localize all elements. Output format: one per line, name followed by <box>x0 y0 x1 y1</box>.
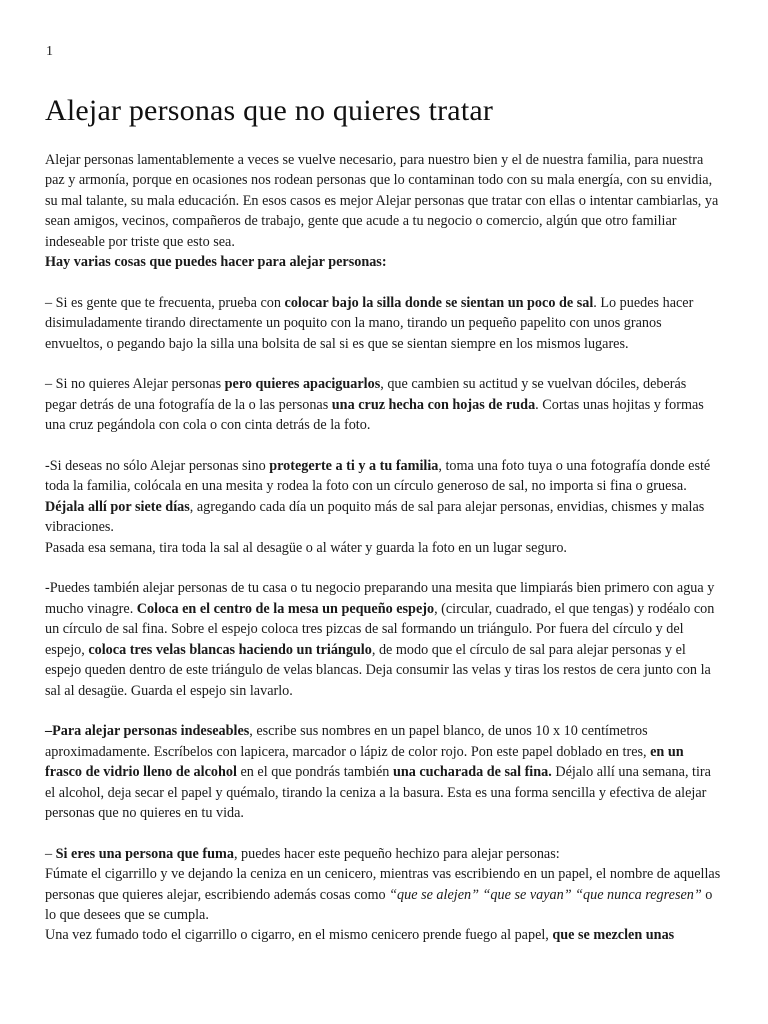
sec4-text-c: , (circular, cuadrado, el que tengas) y rodéalo con un círculo de sal fina. Sobre el espejo coloca tres pizcas de sal formando un triángulo. Por fuera del círculo y del espejo, <box>45 600 715 658</box>
intro-heading-text: Hay varias cosas que puedes hacer para alejar personas: <box>45 254 387 271</box>
sec5-text-d: en el que pondrás también <box>236 764 393 781</box>
sec4-bold-b: Coloca en el centro de la mesa un pequeño espejo <box>136 600 435 617</box>
sec2-text-c: , que cambien su actitud y se vuelvan dóciles, deberás pegar detrás de una fotografía de la o las personas <box>45 376 687 413</box>
sec1-bold-b: colocar bajo la silla donde se sientan un poco de sal <box>284 294 594 311</box>
sec3-text-c: , toma una foto tuya o una fotografía donde esté toda la familia, colócala en una mesita y rodea la foto con un círculo generoso de sal, no importa si fina o gruesa. <box>45 458 711 495</box>
section-ruda-cross <box>45 374 721 435</box>
article-body <box>45 150 721 946</box>
sec2-bold-b: pero quieres apaciguarlos <box>224 376 381 393</box>
sec3-text-a: -Si deseas no sólo Alejar personas sino <box>45 458 270 475</box>
section-after-week: Pasada esa semana, tira toda la sal al desagüe o al wáter y guarda la foto en un lugar seguro. <box>45 539 567 556</box>
sec1-text-c: . Lo puedes hacer disimuladamente tirando directamente un poquito con la mano, tirando un pequeño papelito con unos granos envueltos, o pegando bajo la silla una bolsita de sal si es que se sientan siempre en los mismos lugares. <box>45 294 694 352</box>
page-title: Alejar personas que no quieres tratar <box>45 94 494 127</box>
section-alcohol-jar <box>45 721 721 823</box>
sec6-text-c: , puedes hacer este pequeño hechizo para alejar personas: <box>233 845 560 862</box>
sec2-bold-d: una cruz hecha con hojas de ruda <box>331 396 536 413</box>
sec3-bold-b: protegerte a ti y a tu familia <box>269 458 439 475</box>
sec4-text-a: -Puedes también alejar personas de tu casa o tu negocio preparando una mesita que limpiarás bien primero con agua y mucho vinagre. <box>45 580 715 617</box>
sec2-text-e: . Cortas unas hojitas y formas una cruz pegándola con cola o con cinta detrás de la foto. <box>45 396 704 434</box>
sec5-text-b: , escribe sus nombres en un papel blanco, de unos 10 x 10 centímetros aproximadamente. Escríbelos con lapicera, marcador o lápiz de color rojo. Pon este papel doblado en tres, <box>45 723 651 760</box>
sec5-bold-a: –Para alejar personas indeseables <box>45 723 250 740</box>
intro-heading <box>45 252 721 272</box>
section-smoker <box>45 844 721 864</box>
intro-paragraph: Alejar personas lamentablemente a veces se vuelve necesario, para nuestro bien y el de nuestra familia, para nuestra paz y armonía, porque en ocasiones nos rodean personas que lo contaminan todo con su mala energía, con su envidia, su mal talante, su mala educación. En esos casos es mejor Alejar personas que tratar con ellas o intentar cambiarlas, ya sean amigos, vecinos, compañeros de trabajo, gente que acude a tu negocio o comercio, algún que otro familiar indeseable por triste que esto sea. <box>45 152 719 250</box>
section-mirror-candles <box>45 578 721 700</box>
sec6-text-d: Fúmate el cigarrillo y ve dejando la ceniza en un cenicero, mientras vas escribiendo en un papel, el nombre de aquellas personas que quieres alejar, escribiendo además cosas como <box>45 866 721 903</box>
sec6-bold-b: Si eres una persona que fuma <box>55 845 234 862</box>
sec6-text-a: – <box>45 845 56 862</box>
sec6-bold-h: que se mezclen unas <box>552 927 675 944</box>
section-smoker-steps <box>45 864 721 925</box>
sec6-italic-e: “que se alejen” “que se vayan” “que nunca regresen” <box>389 886 702 903</box>
sec6-text-f: o lo que desees que se cumpla. <box>45 886 713 923</box>
page-number: 1 <box>46 44 53 59</box>
section-protect-family <box>45 456 721 497</box>
sec5-bold-e: una cucharada de sal fina. <box>392 764 552 781</box>
sec4-text-e: , de modo que el círculo de sal para alejar personas y el espejo queden dentro de este triángulo de velas blancas. Deja consumir las velas y tiras los restos de cera junto con la sal al desagüe. Guarda el espejo sin lavarlo. <box>45 641 711 699</box>
section-salt-under-chair <box>45 293 721 354</box>
sec3-bold-d: Déjala allí por siete días <box>45 498 190 515</box>
sec5-text-f: Déjalo allí una semana, tira el alcohol, deja secar el papel y quémalo, tirando la ceniza a la basura. Esta es una forma sencilla y efectiva de alejar personas que no quieres en tu vida. <box>45 764 711 821</box>
sec2-text-a: – Si no quieres Alejar personas <box>45 376 225 393</box>
sec5-bold-c: en un frasco de vidrio lleno de alcohol <box>45 743 684 781</box>
section-smoker-burn <box>45 925 721 945</box>
section-seven-days <box>45 497 721 538</box>
sec1-text-a: – Si es gente que te frecuenta, prueba con <box>45 294 285 311</box>
sec6-text-g: Una vez fumado todo el cigarrillo o cigarro, en el mismo cenicero prende fuego al papel, <box>45 927 553 944</box>
sec3-text-e: , agregando cada día un poquito más de sal para alejar personas, envidias, chismes y malas vibraciones. <box>45 498 705 536</box>
sec4-bold-d: coloca tres velas blancas haciendo un triángulo <box>88 641 372 658</box>
